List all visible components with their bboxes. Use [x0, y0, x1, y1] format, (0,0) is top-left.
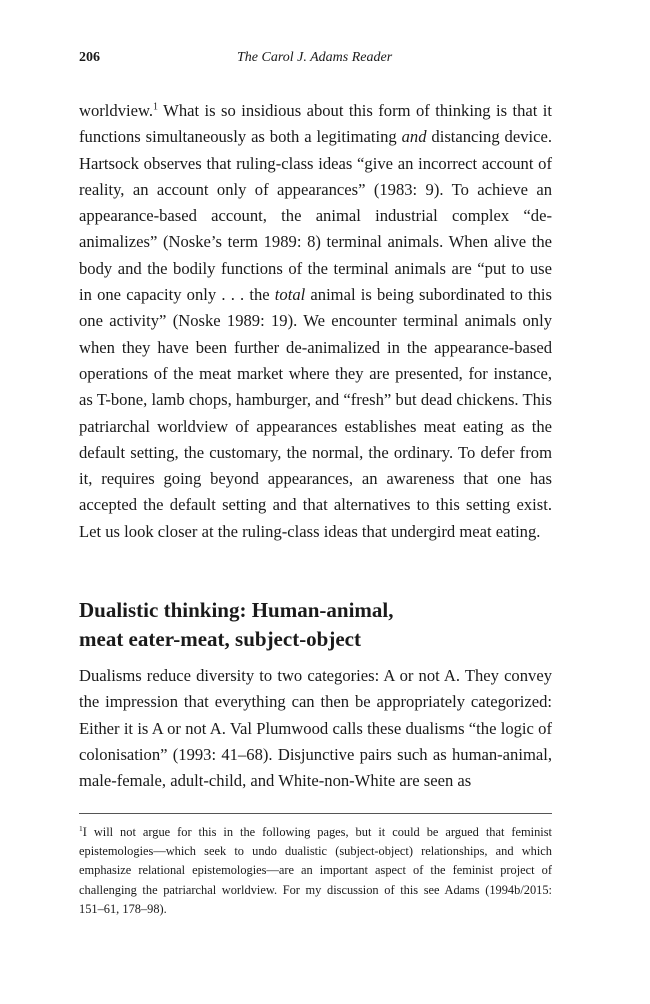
section-heading-line-1: Dualistic thinking: Human-animal,: [79, 598, 394, 622]
para1-text-a: worldview.: [79, 101, 154, 120]
para1-text-b: What is so insidious about this form of thinking is that it functions simultaneously as both a legitimating: [79, 101, 552, 147]
para1-text-d: animal is being subordinated to this one activity” (Noske 1989: 19). We encounter terminal animals only when they have been further de-animalized in the appearance-based operations of the meat market where they are presented, for instance, as T-bone, lamb chops, hamburger, and “fresh” but dead chickens. This patriarchal worldview of appearances establishes meat eating as the default setting, the customary, the normal, the ordinary. To defer from it, requires going beyond appearances, an awareness that one has accepted the default setting and that alternatives to this setting exist. Let us look closer at the ruling-class ideas that undergird meat eating.: [79, 285, 552, 541]
page-number: 206: [79, 50, 100, 65]
running-head: [79, 50, 552, 72]
para1-text-c: distancing device. Hartsock observes that ruling-class ideas “give an incorrect account of reality, an account only of appearances” (1983: 9). To achieve an appearance-based account, the animal industrial complex “de-animalizes” (Noske’s term 1989: 8) terminal animals. When alive the body and the bodily functions of the terminal animals are “put to use in one capacity only . . . the: [79, 127, 552, 305]
para1-emphasis-total: total: [274, 285, 306, 305]
footnote-marker: 1: [79, 823, 83, 833]
body-paragraph-1: [79, 98, 552, 545]
section-heading: [79, 596, 552, 654]
body-paragraph-2: Dualisms reduce diversity to two categories: A or not A. They convey the impression that everything can then be appropriately categorized: Either it is A or not A. Val Plumwood calls these dualisms “the logic of colonisation” (1993: 41–68). Disjunctive pairs such as human-animal, male-female, adult-child, and White-non-White are seen as: [79, 666, 552, 791]
footnote: [79, 823, 552, 919]
footnote-text: I will not argue for this in the following pages, but it could be argued that feminist epistemologies—which seek to undo dualistic (subject-object) relationships, and which emphasize relational epistemologies—are an important aspect of the feminist project of challenging the patriarchal worldview. For my discussion of this see Adams (1994b/2015: 151–61, 178–98).: [79, 825, 552, 916]
footnote-divider: [79, 813, 552, 814]
footnote-reference: 1: [153, 101, 159, 113]
book-title: The Carol J. Adams Reader: [237, 50, 393, 65]
section-heading-line-2: meat eater-meat, subject-object: [79, 627, 361, 651]
para1-emphasis-and: and: [401, 127, 427, 147]
